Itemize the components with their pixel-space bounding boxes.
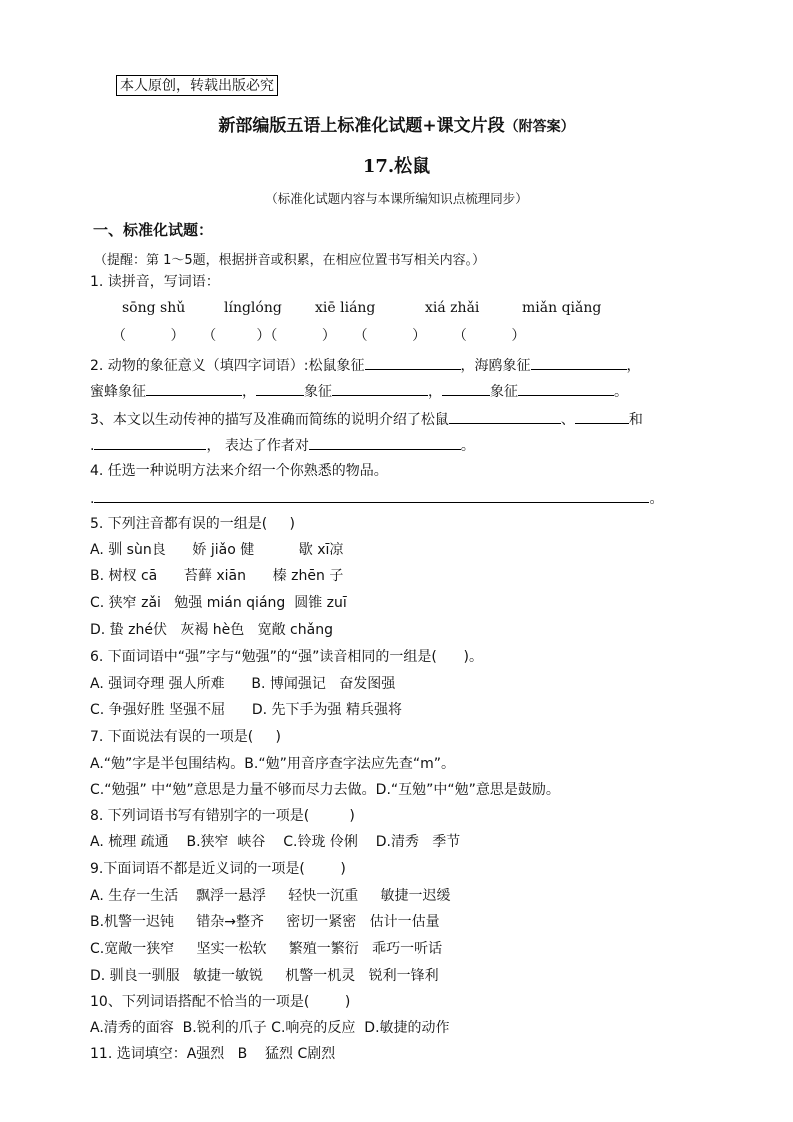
page-title <box>0 111 793 136</box>
question-3-text: 。 <box>460 438 475 454</box>
title-suffix: （附答案） <box>504 119 575 135</box>
pinyin-5: miǎn qiǎng <box>522 300 602 316</box>
subtitle: （标准化试题内容与本课所编知识点梳理同步） <box>265 191 528 206</box>
pinyin-2: línglóng <box>224 300 282 316</box>
question-8-prompt: 8. 下列词语书写有错别字的一项是( ) <box>90 808 355 824</box>
question-9-option-a: A. 生存一生活 飘浮一悬浮 轻快一沉重 敏捷一迟缓 <box>90 888 451 904</box>
question-4-prompt: 4. 任选一种说明方法来介绍一个你熟悉的物品。 <box>90 463 388 479</box>
question-9-option-b: B.机警一迟钝 错杂→整齐 密切一紧密 估计一估量 <box>90 914 440 930</box>
answer-blank[interactable] <box>309 434 461 450</box>
question-5-option-b: B. 树杈 cā 苔藓 xiān 榛 zhēn 子 <box>90 568 344 584</box>
question-3-text: 和 <box>628 412 643 428</box>
question-5-option-c: C. 狭窄 zǎi 勉强 mián qiáng 圆锥 zuī <box>90 595 347 611</box>
question-3-line-2 <box>90 434 475 456</box>
question-9-prompt: 9.下面词语不都是近义词的一项是( ) <box>90 861 346 877</box>
answer-blank[interactable] <box>94 434 206 450</box>
question-8-options: A. 梳理 疏通 B.狭窄 峡谷 C.铃珑 伶俐 D.清秀 季节 <box>90 834 461 850</box>
question-4-text: . <box>90 491 95 507</box>
answer-blank[interactable] <box>94 487 649 503</box>
question-2-text: ， <box>626 358 641 374</box>
question-10-prompt: 10、下列词语搭配不恰当的一项是( ) <box>90 994 351 1010</box>
question-3-text: . <box>90 438 95 454</box>
question-2-text: ， <box>242 384 256 400</box>
question-7-options-cd: C.“勉强” 中“勉”意思是力量不够而尽力去做。D.“互勉”中“勉”意思是鼓励。 <box>90 782 560 798</box>
lesson-title: 17.松鼠 <box>362 156 431 177</box>
answer-blank[interactable] <box>449 408 561 424</box>
question-9-option-c: C.宽敞一狭窄 坚实一松软 繁殖一繁衍 乖巧一听话 <box>90 941 443 957</box>
question-3-text: ， 表达了作者对 <box>206 438 309 454</box>
question-3-text: 3、本文以生动传神的描写及准确而简练的说明介绍了松鼠 <box>90 412 449 428</box>
pinyin-4: xiá zhǎi <box>425 300 480 316</box>
question-2-line-2 <box>90 380 628 402</box>
question-2-text: ， <box>428 384 442 400</box>
answer-blank[interactable] <box>256 380 304 396</box>
answer-blank[interactable] <box>146 380 242 396</box>
question-5-option-a: A. 驯 sùn良 娇 jiǎo 健 歇 xī凉 <box>90 542 344 558</box>
question-4-text: 。 <box>649 491 664 507</box>
question-7-prompt: 7. 下面说法有误的一项是( ) <box>90 729 281 745</box>
question-7-options-ab: A.“勉”字是半包围结构。B.“勉”用音序查字法应先查“m”。 <box>90 756 455 772</box>
question-6-options-cd: C. 争强好胜 坚强不屈 D. 先下手为强 精兵强将 <box>90 702 402 718</box>
question-6-options-ab: A. 强词夺理 强人所难 B. 博闻强记 奋发图强 <box>90 676 396 692</box>
question-2-text: 蜜蜂象征 <box>90 384 146 400</box>
answer-blank[interactable] <box>442 380 490 396</box>
question-2-text: 象征 <box>304 384 332 400</box>
question-10-options: A.清秀的面容 B.锐利的爪子 C.响亮的反应 D.敏捷的动作 <box>90 1020 450 1036</box>
title-main: 新部编版五语上标准化试题+课文片段 <box>218 116 505 136</box>
question-4-answer-line <box>90 487 663 509</box>
answer-blank[interactable] <box>531 354 627 370</box>
question-9-option-d: D. 驯良一驯服 敏捷一敏锐 机警一机灵 锐利一锋利 <box>90 968 439 984</box>
question-2-line-1 <box>90 354 641 376</box>
question-3-line-1 <box>90 408 643 430</box>
question-5-option-d: D. 蛰 zhé伏 灰褐 hè色 宽敞 chǎng <box>90 622 333 638</box>
answer-blank[interactable] <box>575 408 629 424</box>
question-2-text: ，海鸥象征 <box>460 358 531 374</box>
question-5-prompt: 5. 下列注音都有误的一组是( ) <box>90 516 295 532</box>
section-heading: 一、标准化试题： <box>93 221 214 239</box>
answer-blank[interactable] <box>332 380 428 396</box>
question-11-prompt: 11. 选词填空：A强烈 B 猛烈 C剧烈 <box>90 1046 336 1062</box>
question-3-text: 、 <box>560 412 575 428</box>
answer-blank[interactable] <box>365 354 461 370</box>
question-1-prompt: 1. 读拼音，写词语： <box>90 274 220 290</box>
question-2-prompt: 2. 动物的象征意义（填四字词语）:松鼠象征 <box>90 358 365 374</box>
answer-brackets: （ ） （ ）（ ） （ ） （ ） <box>112 328 526 344</box>
copyright-stamp: 本人原创，转载出版必究 <box>116 75 278 96</box>
answer-blank[interactable] <box>518 380 614 396</box>
pinyin-3: xiē liáng <box>315 300 376 316</box>
question-2-text: 。 <box>614 384 628 400</box>
question-6-prompt: 6. 下面词语中“强”字与“勉强”的“强”读音相同的一组是( )。 <box>90 649 483 665</box>
pinyin-1: sōng shǔ <box>122 300 186 316</box>
reminder-note: （提醒：第 1～5题，根据拼音或积累，在相应位置书写相关内容。） <box>94 253 486 268</box>
question-2-text: 象征 <box>490 384 518 400</box>
